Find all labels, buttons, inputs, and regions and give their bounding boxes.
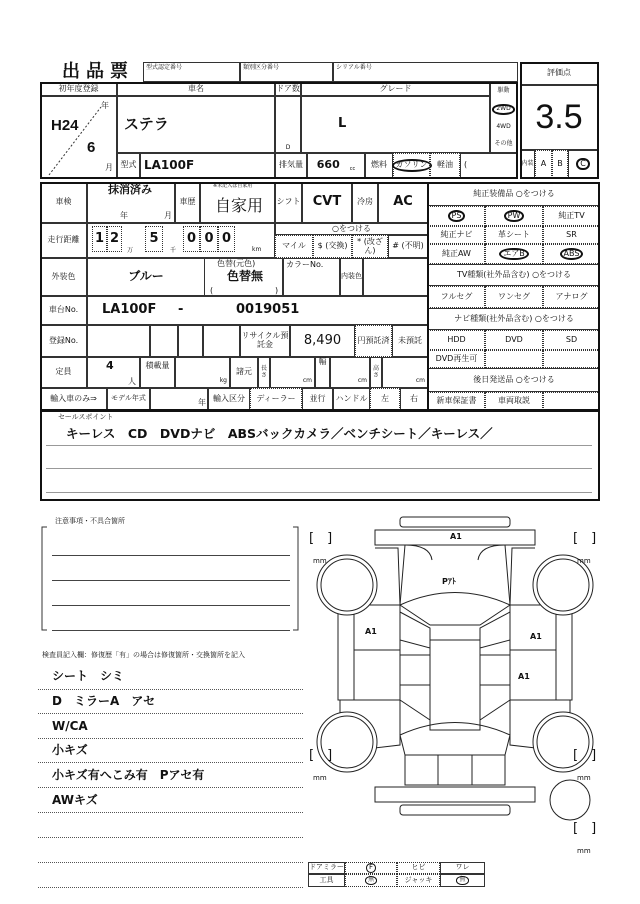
import-label: 輸入車のみ⇒ bbox=[40, 388, 107, 410]
grade-value: L bbox=[338, 116, 347, 132]
model-year-unit: 年 bbox=[150, 388, 208, 410]
equip-pw-text: PW bbox=[504, 210, 525, 223]
tv-option: フルセグ bbox=[428, 286, 485, 308]
shift-label: シフト bbox=[275, 182, 302, 223]
equipment-header: 純正装備品 ○をつける bbox=[428, 182, 600, 206]
equip-aw: 純正AW bbox=[428, 244, 485, 264]
inspection-month: 月 bbox=[164, 211, 172, 220]
damage-front-bumper: A1 bbox=[450, 532, 462, 541]
crack: ワレ bbox=[440, 862, 485, 874]
mm-label: mm bbox=[313, 557, 327, 565]
headlights bbox=[405, 545, 505, 560]
exchanged-option: $ (交換) bbox=[313, 235, 352, 258]
rear-window bbox=[400, 723, 510, 756]
load-label: 積載量 bbox=[140, 357, 175, 388]
paren: ( bbox=[210, 286, 214, 295]
interior-a: A bbox=[535, 150, 552, 178]
rear-bumper bbox=[375, 787, 535, 802]
mile-option: マイル bbox=[275, 235, 313, 258]
mileage-digit: 1 bbox=[92, 226, 107, 252]
drive-other: その他 bbox=[494, 139, 513, 147]
equip-abs-text: ABS bbox=[560, 248, 584, 261]
nav-option: DVD bbox=[485, 330, 543, 350]
inspector-line: シート シミ bbox=[52, 669, 125, 683]
mileage-digit: 0 bbox=[183, 226, 200, 252]
circle-note: ○をつける bbox=[275, 223, 428, 235]
tread-bracket: [ ] bbox=[573, 821, 597, 836]
inspector-line: D ミラーA アセ bbox=[52, 694, 156, 708]
jack-label: ジャッキ bbox=[397, 874, 440, 887]
inspector-label: 検査員記入欄：修復歴「有」の場合は修復箇所・交換箇所を記入 bbox=[42, 651, 245, 659]
sales-text: キーレス CD DVDナビ ABSバックカメラ／ベンチシート／キーレス／ bbox=[66, 426, 493, 441]
history-label: 車歴 bbox=[175, 182, 200, 223]
nav-header: ナビ種類(社外品含む) ○をつける bbox=[428, 308, 600, 330]
displacement-label: 排気量 bbox=[275, 153, 307, 178]
model-value: LA100F bbox=[144, 157, 195, 172]
equip-ps-text: PS bbox=[448, 210, 466, 223]
tools-value bbox=[345, 874, 397, 887]
equip-sr: SR bbox=[543, 226, 600, 244]
jack-value-text: 無 bbox=[456, 876, 468, 885]
displacement-value: 660 bbox=[316, 158, 340, 172]
interior-b: B bbox=[552, 150, 568, 178]
reg-label: 登録No. bbox=[40, 325, 87, 357]
km-unit: km bbox=[252, 246, 262, 253]
spare-tire bbox=[550, 780, 590, 820]
color-no-label: カラーNo. bbox=[283, 258, 340, 296]
mm-label: mm bbox=[577, 847, 591, 855]
mileage-digit: 0 bbox=[200, 226, 218, 252]
ac-value: AC bbox=[378, 182, 428, 223]
front-bumper-strip bbox=[400, 517, 510, 527]
year-value: H24 bbox=[51, 117, 79, 134]
car-name-label: 車名 bbox=[117, 82, 275, 96]
damage-left-front-door: A1 bbox=[365, 627, 377, 636]
right-rear-door bbox=[510, 650, 556, 700]
car-name: ステラ bbox=[124, 115, 169, 134]
chassis-prefix: LA100F bbox=[102, 302, 157, 317]
damage-hood: Pｱﾄ bbox=[442, 577, 456, 586]
category-field: 類別区分番号 bbox=[240, 62, 333, 82]
right-option: 右 bbox=[400, 388, 428, 410]
exterior-value: ブルー bbox=[87, 258, 205, 296]
fuel-gasoline-text: ガソリン bbox=[392, 159, 432, 172]
tampered-option: * (改ざん) bbox=[352, 235, 388, 258]
parallel-option: 並行 bbox=[302, 388, 333, 410]
score-value: 3.5 bbox=[520, 85, 598, 150]
left-b-pillar bbox=[400, 655, 430, 685]
recycle-value: 8,490 bbox=[290, 325, 355, 357]
right-sill bbox=[556, 605, 572, 700]
later-warranty: 新車保証書 bbox=[428, 392, 485, 410]
fuel-diesel: 軽油 bbox=[430, 153, 460, 178]
history-value: 自家用 bbox=[215, 196, 264, 215]
cc-unit: cc bbox=[349, 165, 356, 172]
not-deposited: 未預託 bbox=[392, 325, 428, 357]
tread-bracket: [ ] bbox=[309, 748, 333, 763]
score-label: 評価点 bbox=[520, 62, 598, 85]
mirror-value-text: F bbox=[366, 863, 376, 873]
dealer-option: ディーラー bbox=[250, 388, 302, 410]
interior-c-text: C bbox=[576, 158, 590, 171]
jack-value bbox=[440, 874, 485, 887]
mm-label: mm bbox=[577, 774, 591, 782]
length-label: 長さ bbox=[258, 357, 270, 388]
deposited: 円預託済 bbox=[355, 325, 392, 357]
month-unit: 月 bbox=[105, 163, 113, 172]
tv-header: TV種類(社外品含む) ○をつける bbox=[428, 264, 600, 286]
tools-value-text: 無 bbox=[365, 876, 377, 885]
interior-label: 内装 bbox=[520, 150, 535, 178]
first-reg-label: 初年度登録 bbox=[40, 82, 117, 96]
doors-unit: D bbox=[285, 144, 291, 152]
inspector-line: 小キズ bbox=[52, 743, 88, 757]
fuel-other: ( bbox=[460, 153, 517, 178]
tv-option: ワンセグ bbox=[485, 286, 543, 308]
inspector-line: 小キズ有へこみ有 Pアセ有 bbox=[52, 768, 205, 782]
serial-field: シリアル番号 bbox=[333, 62, 518, 82]
tread-bracket: [ ] bbox=[309, 531, 333, 546]
recycle-label: リサイクル預託金 bbox=[240, 325, 290, 357]
damage-right-front-door: A1 bbox=[530, 632, 542, 641]
handle-label: ハンドル bbox=[333, 388, 370, 410]
capacity-label: 定員 bbox=[40, 357, 87, 388]
fuel-label: 燃料 bbox=[365, 153, 393, 178]
repaint-label: 色替(元色) bbox=[217, 259, 256, 268]
person-unit: 人 bbox=[128, 377, 136, 386]
tv-option: アナログ bbox=[543, 286, 600, 308]
inspector-line: AWキズ bbox=[52, 793, 98, 807]
height-label: 高さ bbox=[370, 357, 382, 388]
inspector-line: W/CA bbox=[52, 719, 88, 733]
nav-option: HDD bbox=[428, 330, 485, 350]
mileage-digit: 2 bbox=[107, 226, 122, 252]
month-value: 6 bbox=[87, 139, 96, 156]
mm-label: mm bbox=[313, 774, 327, 782]
c-pillars bbox=[400, 700, 510, 730]
wheels bbox=[317, 555, 593, 820]
exterior-label: 外装色 bbox=[40, 258, 87, 296]
equip-airbag-text: エアB bbox=[499, 248, 529, 261]
equip-tv: 純正TV bbox=[543, 206, 600, 226]
windshield bbox=[400, 593, 510, 626]
sen-unit: 千 bbox=[170, 247, 177, 254]
left-sill bbox=[338, 605, 354, 700]
rear-hatch bbox=[405, 755, 505, 785]
left-option: 左 bbox=[370, 388, 400, 410]
man-unit: 万 bbox=[127, 247, 134, 254]
chassis-dash: - bbox=[178, 302, 184, 317]
rear-bumper-strip bbox=[400, 805, 510, 815]
mileage-digit: 5 bbox=[145, 226, 163, 252]
later-header: 後日発送品 ○をつける bbox=[428, 368, 600, 392]
nav-option: SD bbox=[543, 330, 600, 350]
grade-label: グレード bbox=[301, 82, 490, 96]
model-label: 型式 bbox=[117, 153, 140, 178]
height-unit: cm bbox=[382, 357, 428, 388]
paren: ) bbox=[275, 286, 279, 295]
mm-label: mm bbox=[577, 557, 591, 565]
dvd-playable: DVD再生可 bbox=[428, 350, 485, 368]
mirror-label: ドアミラー bbox=[308, 862, 345, 874]
mileage-digit: 0 bbox=[218, 226, 235, 252]
left-rear-door bbox=[354, 650, 400, 700]
unknown-option: # (不明) bbox=[388, 235, 428, 258]
shift-value: CVT bbox=[302, 182, 352, 223]
capacity-value: 4 bbox=[106, 359, 114, 372]
ac-label: 冷房 bbox=[352, 182, 378, 223]
mirror-value bbox=[345, 862, 397, 874]
tools-label: 工具 bbox=[308, 874, 345, 887]
right-b-pillar bbox=[480, 655, 510, 685]
year-unit: 年 bbox=[101, 101, 109, 110]
drive-2wd: 2WD bbox=[492, 104, 514, 115]
length-unit: cm bbox=[270, 357, 315, 388]
interior-color-label: 内装色 bbox=[340, 258, 363, 296]
inspection-label: 車検 bbox=[40, 182, 87, 223]
roof bbox=[430, 640, 480, 730]
history-note: ※未記入は自家用 bbox=[213, 183, 253, 189]
damage-right-rear-door: A1 bbox=[518, 672, 530, 681]
chassis-number: 0019051 bbox=[236, 302, 300, 317]
equip-leather: 革シート bbox=[485, 226, 543, 244]
model-year-label: モデル年式 bbox=[107, 388, 150, 410]
tread-bracket: [ ] bbox=[573, 531, 597, 546]
crack-small: ヒビ bbox=[397, 862, 440, 874]
inspection-value: 抹消済み bbox=[108, 183, 152, 196]
repaint-value: 色替無 bbox=[227, 269, 264, 283]
later-manual: 車両取説 bbox=[485, 392, 543, 410]
equip-nav: 純正ナビ bbox=[428, 226, 485, 244]
import-type-label: 輸入区分 bbox=[208, 388, 250, 410]
tread-bracket: [ ] bbox=[573, 748, 597, 763]
type-cert-field: 型式認定番号 bbox=[143, 62, 240, 82]
width-label: 幅 bbox=[315, 357, 330, 388]
chassis-label: 車台No. bbox=[40, 296, 87, 325]
hood-sides bbox=[400, 545, 510, 605]
drive-label: 駆動 bbox=[497, 86, 510, 94]
doors-label: ドア数 bbox=[275, 82, 301, 96]
spec-label: 諸元 bbox=[230, 357, 258, 388]
inspection-year: 年 bbox=[120, 211, 128, 220]
notes-label: 注意事項・不具合箇所 bbox=[55, 517, 125, 525]
width-unit: cm bbox=[330, 357, 370, 388]
sheet-title: 出品票 bbox=[62, 61, 134, 82]
a-pillars bbox=[400, 612, 510, 648]
load-unit: kg bbox=[175, 357, 230, 388]
drive-4wd: 4WD bbox=[496, 123, 511, 131]
mileage-label: 走行距離 bbox=[40, 223, 87, 258]
sales-label: セールスポイント bbox=[58, 413, 114, 421]
